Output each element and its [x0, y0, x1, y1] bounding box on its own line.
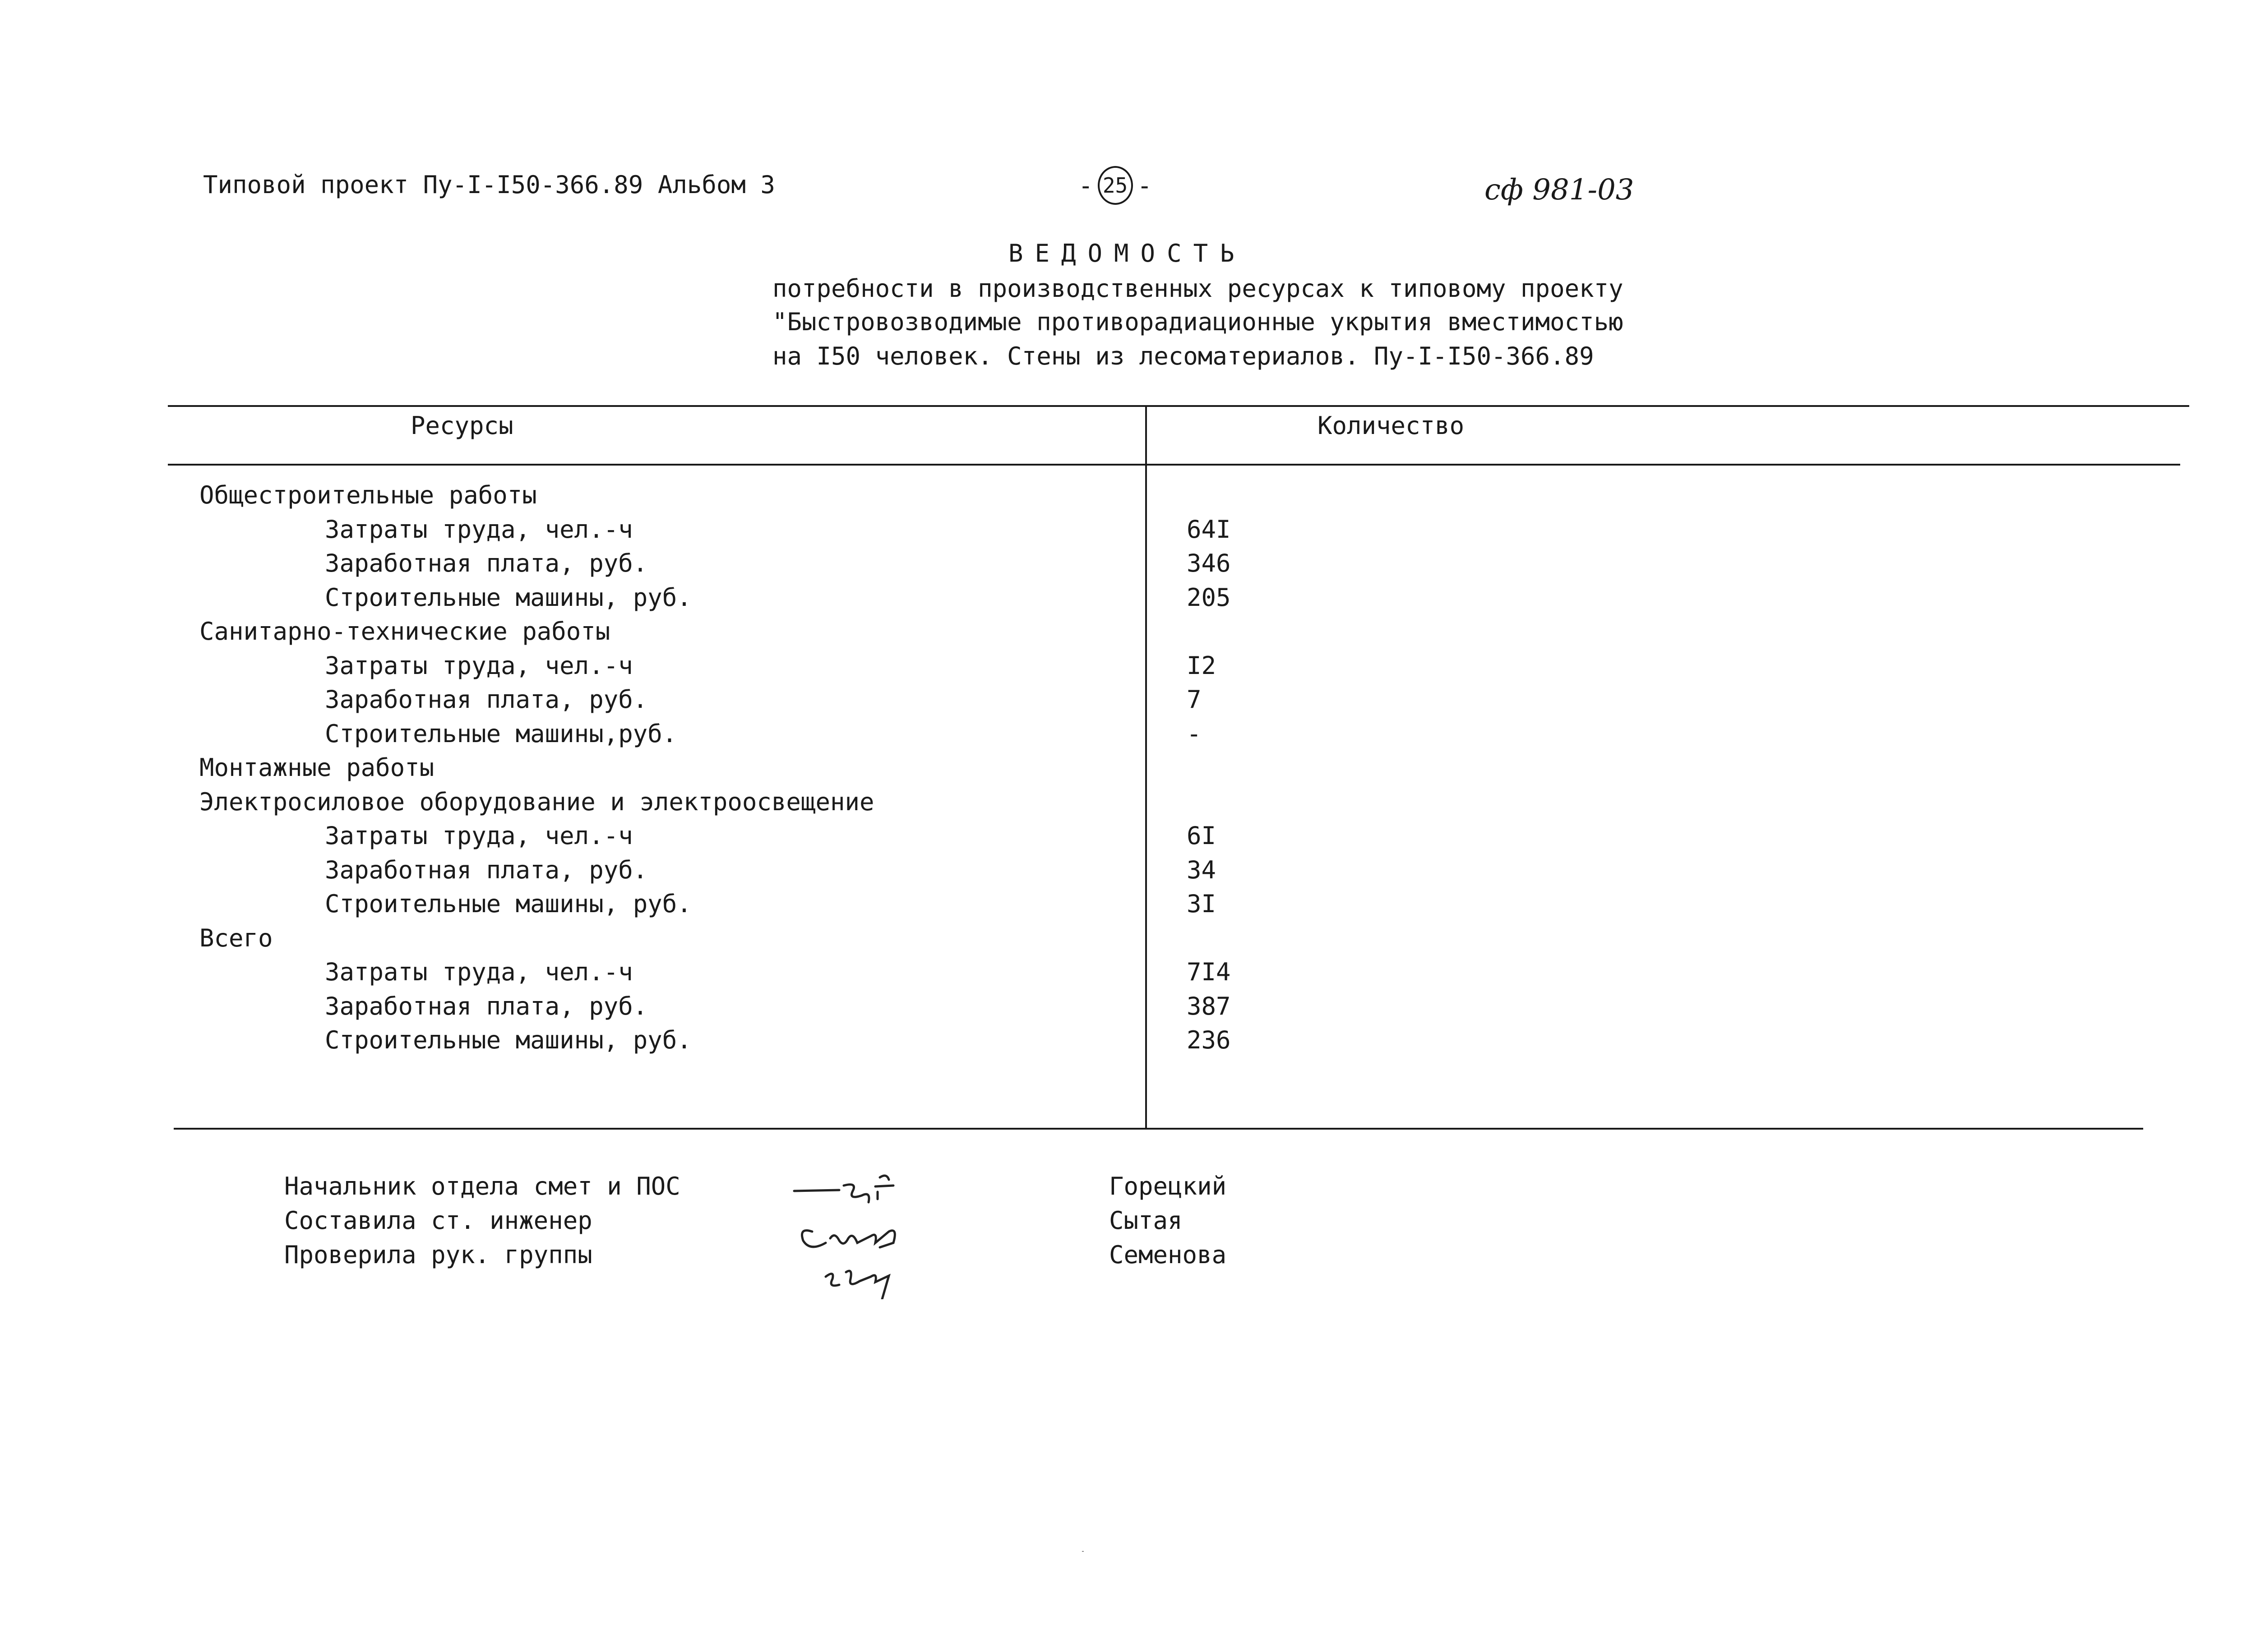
- resource-label: Затраты труда, чел.-ч: [325, 958, 633, 986]
- quantity-value: 236: [1187, 1026, 1231, 1054]
- section-heading: Общестроительные работы: [199, 481, 537, 509]
- quantity-value: 3I: [1187, 890, 1216, 918]
- quantity-value: 7I4: [1187, 958, 1231, 986]
- resource-label: Затраты труда, чел.-ч: [325, 651, 633, 680]
- document-title: ВЕДОМОСТЬ: [1008, 239, 1246, 268]
- quantity-value: 346: [1187, 549, 1231, 577]
- section-heading: Всего: [199, 924, 273, 952]
- resource-label: Строительные машины, руб.: [325, 1026, 692, 1054]
- handwritten-signatures: [785, 1164, 975, 1299]
- resource-label: Строительные машины, руб.: [325, 583, 692, 612]
- table-header-rule: [168, 464, 2180, 466]
- signer-role: Проверила рук. группы: [284, 1241, 592, 1269]
- subtitle-line-1: потребности в производственных ресурсах к типовому проекту: [772, 274, 1623, 303]
- dash-right: -: [1137, 171, 1152, 200]
- page-number: [1078, 166, 1152, 205]
- table-top-rule: [168, 405, 2189, 407]
- quantity-value: 64I: [1187, 515, 1231, 544]
- quantity-value: -: [1187, 720, 1202, 748]
- section-heading: Электросиловое оборудование и электроосвещение: [199, 788, 874, 816]
- subtitle-line-3: на I50 человек. Стены из лесоматериалов. Пу-I-I50-366.89: [772, 342, 1594, 370]
- resource-label: Заработная плата, руб.: [325, 992, 648, 1020]
- quantity-value: 205: [1187, 583, 1231, 612]
- column-header-quantity: Количество: [1318, 411, 1465, 440]
- column-header-resources: Ресурсы: [411, 411, 513, 440]
- resource-label: Строительные машины,руб.: [325, 720, 677, 748]
- signer-name: Горецкий: [1109, 1172, 1227, 1200]
- resource-label: Заработная плата, руб.: [325, 549, 648, 577]
- small-mark: [1082, 1551, 1084, 1552]
- dash-left: -: [1078, 171, 1093, 200]
- resource-label: Заработная плата, руб.: [325, 856, 648, 884]
- section-heading: Санитарно-технические работы: [199, 617, 610, 646]
- section-heading: Монтажные работы: [199, 753, 435, 782]
- quantity-value: I2: [1187, 651, 1216, 680]
- resource-label: Строительные машины, руб.: [325, 890, 692, 918]
- signer-role: Составила ст. инженер: [284, 1206, 592, 1235]
- project-reference: Типовой проект Пу-I-I50-366.89 Альбом 3: [203, 171, 775, 199]
- signer-name: Семенова: [1109, 1241, 1227, 1269]
- document-code: сф 981-03: [1484, 173, 1634, 207]
- subtitle-line-2: "Быстровозводимые противорадиационные укрытия вместимостью: [772, 308, 1623, 336]
- quantity-value: 6I: [1187, 821, 1216, 850]
- resource-label: Затраты труда, чел.-ч: [325, 515, 633, 544]
- page-number-circle: 25: [1098, 166, 1133, 205]
- table-bottom-rule: [174, 1128, 2143, 1130]
- resource-label: Затраты труда, чел.-ч: [325, 821, 633, 850]
- quantity-value: 387: [1187, 992, 1231, 1020]
- signer-name: Сытая: [1109, 1206, 1183, 1235]
- quantity-value: 34: [1187, 856, 1216, 884]
- table-column-divider: [1145, 405, 1147, 1130]
- quantity-value: 7: [1187, 685, 1202, 714]
- signer-role: Начальник отдела смет и ПОС: [284, 1172, 680, 1200]
- resource-label: Заработная плата, руб.: [325, 685, 648, 714]
